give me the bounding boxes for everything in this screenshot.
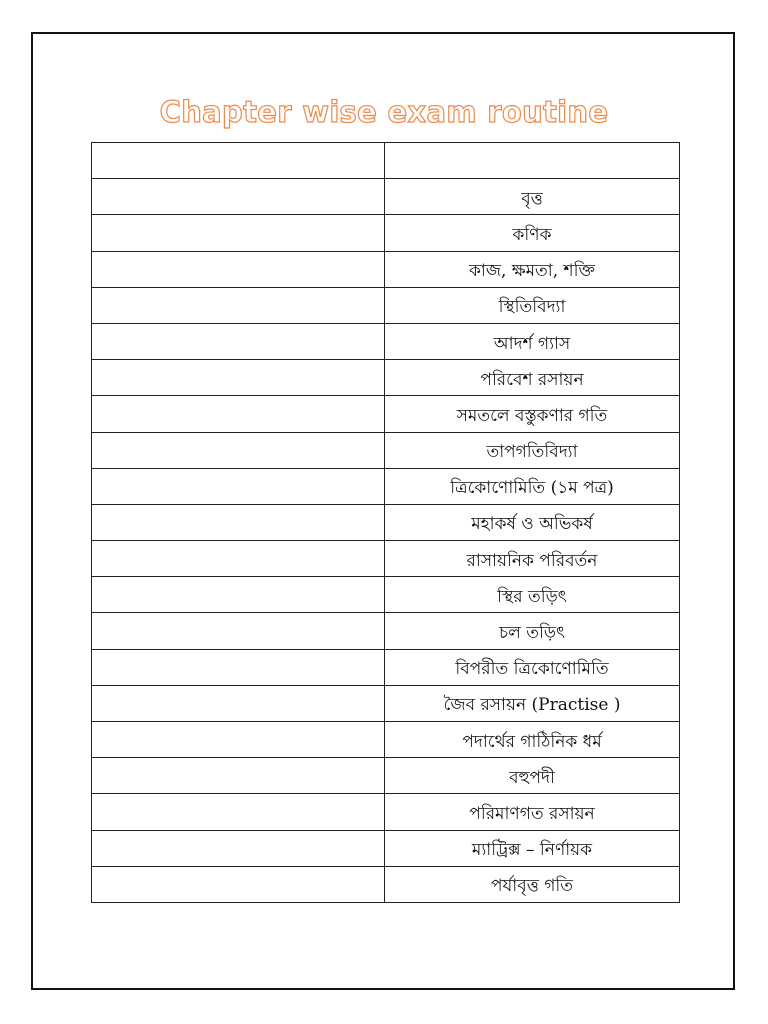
- date-cell: [92, 323, 385, 359]
- chapter-name: ম্যাট্রিক্স – নির্ণায়ক: [471, 840, 593, 861]
- chapter-name: বিপরীত ত্রিকোণোমিতি: [455, 659, 609, 680]
- chapter-name: সমতলে বস্তুকণার গতি: [456, 405, 608, 426]
- table-row: [92, 794, 680, 830]
- header-cell-date: [92, 143, 385, 179]
- chapter-cell: [385, 613, 680, 649]
- table-row: [92, 323, 680, 359]
- chapter-name: তাপগতিবিদ্যা: [486, 442, 578, 463]
- date-cell: [92, 251, 385, 287]
- date-cell: [92, 360, 385, 396]
- date-cell: [92, 577, 385, 613]
- date-cell: [92, 432, 385, 468]
- table-row: [92, 685, 680, 721]
- exam-routine-table: [91, 142, 680, 903]
- date-cell: [92, 468, 385, 504]
- table-row: [92, 251, 680, 287]
- routine-table-body: [92, 143, 680, 903]
- chapter-cell: [385, 432, 680, 468]
- chapter-cell: [385, 251, 680, 287]
- chapter-cell: [385, 758, 680, 794]
- table-row: [92, 577, 680, 613]
- table-row: [92, 722, 680, 758]
- chapter-name: স্থিতিবিদ্যা: [498, 297, 566, 318]
- table-row: [92, 432, 680, 468]
- chapter-name: জৈব রসায়ন (Practise ): [443, 695, 621, 716]
- date-cell: [92, 866, 385, 902]
- chapter-cell: [385, 396, 680, 432]
- chapter-cell: [385, 323, 680, 359]
- chapter-name: স্থির তড়িৎ: [497, 586, 567, 607]
- page-title: Chapter wise exam routine: [159, 95, 609, 129]
- table-row: [92, 215, 680, 251]
- chapter-cell: [385, 685, 680, 721]
- header-row: [92, 143, 680, 179]
- date-cell: [92, 396, 385, 432]
- date-cell: [92, 758, 385, 794]
- table-row: [92, 758, 680, 794]
- date-cell: [92, 504, 385, 540]
- table-row: [92, 504, 680, 540]
- table-row: [92, 830, 680, 866]
- date-cell: [92, 649, 385, 685]
- table-row: [92, 613, 680, 649]
- chapter-name: পরিমাণগত রসায়ন: [469, 803, 595, 824]
- chapter-cell: [385, 830, 680, 866]
- chapter-cell: [385, 215, 680, 251]
- date-cell: [92, 287, 385, 323]
- chapter-name: কণিক: [512, 224, 552, 245]
- table-row: [92, 866, 680, 902]
- chapter-name: ত্রিকোণোমিতি (১ম পত্র): [450, 478, 614, 499]
- chapter-name: মহাকর্ষ ও অভিকর্ষ: [471, 514, 593, 535]
- table-row: [92, 396, 680, 432]
- chapter-cell: [385, 722, 680, 758]
- chapter-cell: [385, 504, 680, 540]
- chapter-name: পর্যাবৃত্ত গতি: [490, 876, 574, 897]
- date-cell: [92, 685, 385, 721]
- table-row: [92, 541, 680, 577]
- chapter-name: পদার্থের গাঠিনিক ধর্ম: [462, 731, 602, 752]
- chapter-name: আদর্শ গ্যাস: [493, 333, 571, 354]
- chapter-cell: [385, 794, 680, 830]
- chapter-name: পরিবেশ রসায়ন: [480, 369, 584, 390]
- table-row: [92, 287, 680, 323]
- chapter-name: রাসায়নিক পরিবর্তন: [466, 550, 598, 571]
- header-cell-chapter: [385, 143, 680, 179]
- date-cell: [92, 613, 385, 649]
- chapter-name: বৃত্ত: [521, 188, 543, 209]
- table-row: [92, 649, 680, 685]
- date-cell: [92, 541, 385, 577]
- date-cell: [92, 179, 385, 215]
- date-cell: [92, 830, 385, 866]
- chapter-cell: [385, 360, 680, 396]
- table-row: [92, 179, 680, 215]
- chapter-cell: [385, 541, 680, 577]
- chapter-name: কাজ, ক্ষমতা, শক্তি: [469, 261, 595, 282]
- chapter-name: বহুপদী: [509, 767, 555, 788]
- date-cell: [92, 722, 385, 758]
- date-cell: [92, 215, 385, 251]
- table-row: [92, 360, 680, 396]
- chapter-cell: [385, 468, 680, 504]
- chapter-name: চল তড়িৎ: [498, 623, 566, 644]
- chapter-cell: [385, 866, 680, 902]
- chapter-cell: [385, 287, 680, 323]
- chapter-cell: [385, 577, 680, 613]
- table-row: [92, 468, 680, 504]
- chapter-cell: [385, 649, 680, 685]
- chapter-cell: [385, 179, 680, 215]
- date-cell: [92, 794, 385, 830]
